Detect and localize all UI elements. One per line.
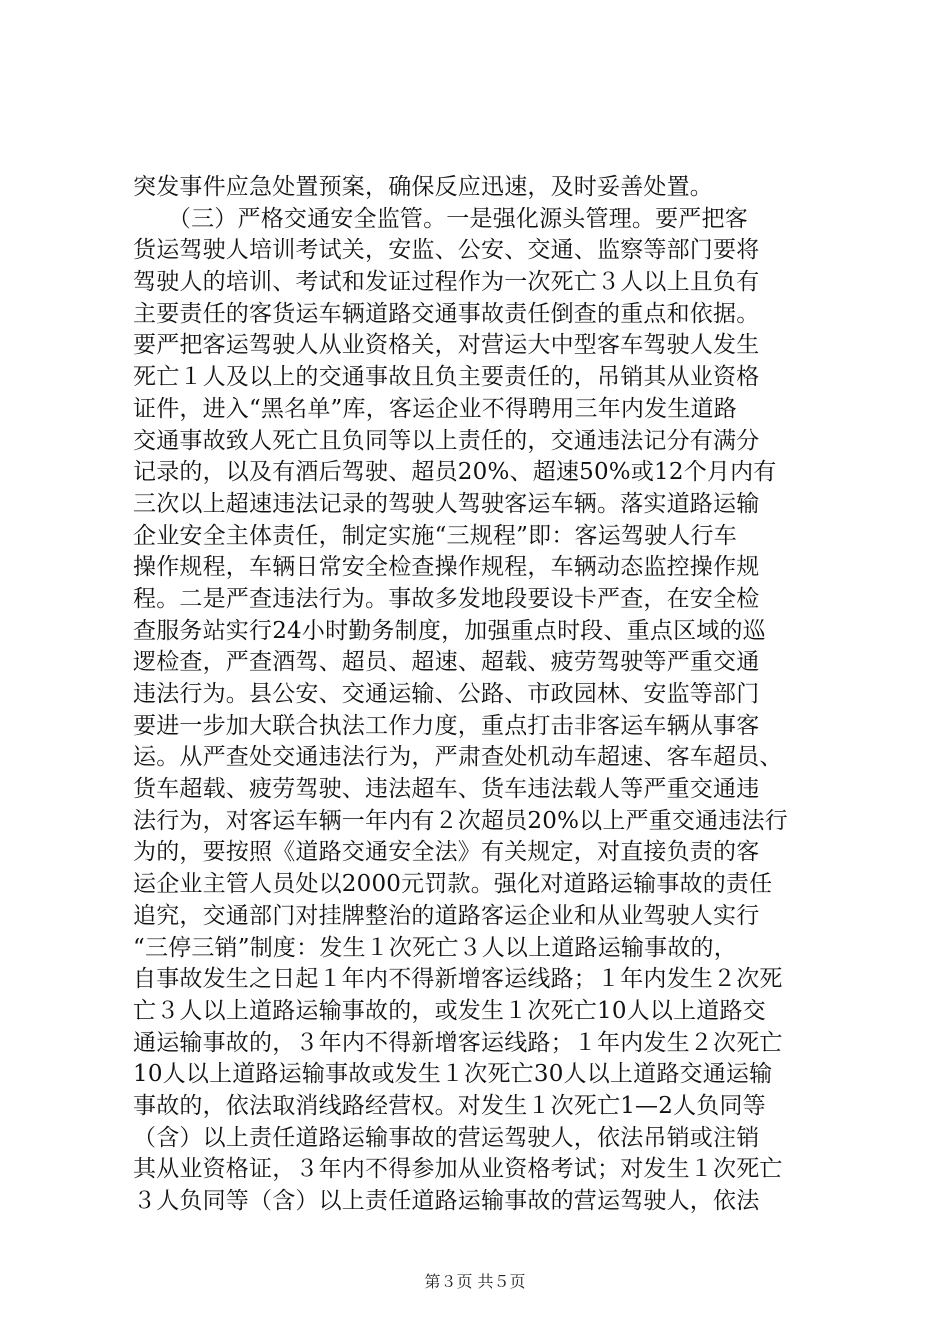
text-line: 证件，进入“黑名单”库，客运企业不得聘用三年内发生道路 (133, 395, 737, 422)
text-line: 三次以上超速违法记录的驾驶人驾驶客运车辆。落实道路运输 (133, 490, 760, 517)
text-line: 违法行为。县公安、交通运输、公路、市政园林、安监等部门 (133, 681, 760, 707)
body-text (133, 172, 833, 1218)
text-line: 追究，交通部门对挂牌整治的道路客运企业和从业驾驶人实行 (133, 902, 760, 929)
text-line: ３人负同等（含）以上责任道路运输事故的营运驾驶人，依法 (133, 1188, 760, 1214)
text-line: 死亡１人及以上的交通事故且负主要责任的，吊销其从业资格 (133, 364, 760, 391)
page-footer: 第３页 共５页 (424, 1272, 526, 1291)
text-line: 查服务站实行24小时勤务制度，加强重点时段、重点区域的巡 (133, 617, 766, 644)
text-line: 驾驶人的培训、考试和发证过程作为一次死亡３人以上且负有 (133, 269, 760, 296)
text-line: 自事故发生之日起１年内不得新增客运线路；１年内发生２次死 (133, 966, 783, 993)
text-line: 运。从严查处交通违法行为，严肃查处机动车超速、客车超员、 (133, 744, 783, 771)
text-line: 通运输事故的，３年内不得新增客运线路；１年内发生２次死亡 (133, 1029, 783, 1056)
text-line: “三停三销”制度：发生１次死亡３人以上道路运输事故的， (133, 934, 737, 961)
text-line: 10人以上道路运输事故或发生１次死亡30人以上道路交通运输 (133, 1061, 773, 1088)
text-line: 其从业资格证，３年内不得参加从业资格考试；对发生１次死亡 (133, 1156, 783, 1183)
text-line: 亡３人以上道路运输事故的，或发生１次死亡10人以上道路交 (133, 997, 766, 1024)
text-line: （三）严格交通安全监管。一是强化源头管理。要严把客 (133, 205, 748, 232)
text-line: 法行为，对客运车辆一年内有２次超员20%以上严重交通违法行 (133, 807, 788, 834)
text-line: 突发事件应急处置预案，确保反应迅速，及时妥善处置。 (133, 174, 713, 200)
text-line: 货车超载、疲劳驾驶、违法超车、货车违法载人等严重交通违 (133, 776, 760, 803)
text-line: 主要责任的客货运车辆道路交通事故责任倒查的重点和依据。 (133, 300, 760, 327)
text-line: 逻检查，严查酒驾、超员、超速、超载、疲劳驾驶等严重交通 (133, 649, 760, 676)
text-line: （含）以上责任道路运输事故的营运驾驶人，依法吊销或注销 (133, 1124, 760, 1151)
text-line: 企业安全主体责任，制定实施“三规程”即：客运驾驶人行车 (133, 522, 737, 549)
text-line: 程。二是严查违法行为。事故多发地段要设卡严查，在安全检 (133, 585, 760, 612)
text-line: 记录的，以及有酒后驾驶、超员20%、超速50%或12个月内有 (133, 459, 777, 486)
text-line: 操作规程，车辆日常安全检查操作规程，车辆动态监控操作规 (133, 554, 760, 581)
text-line: 运企业主管人员处以2000元罚款。强化对道路运输事故的责任 (133, 871, 773, 898)
text-line: 为的，要按照《道路交通安全法》有关规定，对直接负责的客 (133, 839, 760, 866)
text-line: 货运驾驶人培训考试关，安监、公安、交通、监察等部门要将 (133, 237, 760, 264)
text-line: 事故的，依法取消线路经营权。对发生１次死亡1—2人负同等 (133, 1092, 766, 1119)
text-line: 交通事故致人死亡且负同等以上责任的，交通违法记分有满分 (133, 427, 760, 454)
text-line: 要进一步加大联合执法工作力度，重点打击非客运车辆从事客 (133, 712, 760, 739)
text-line: 要严把客运驾驶人从业资格关，对营运大中型客车驾驶人发生 (133, 332, 760, 359)
